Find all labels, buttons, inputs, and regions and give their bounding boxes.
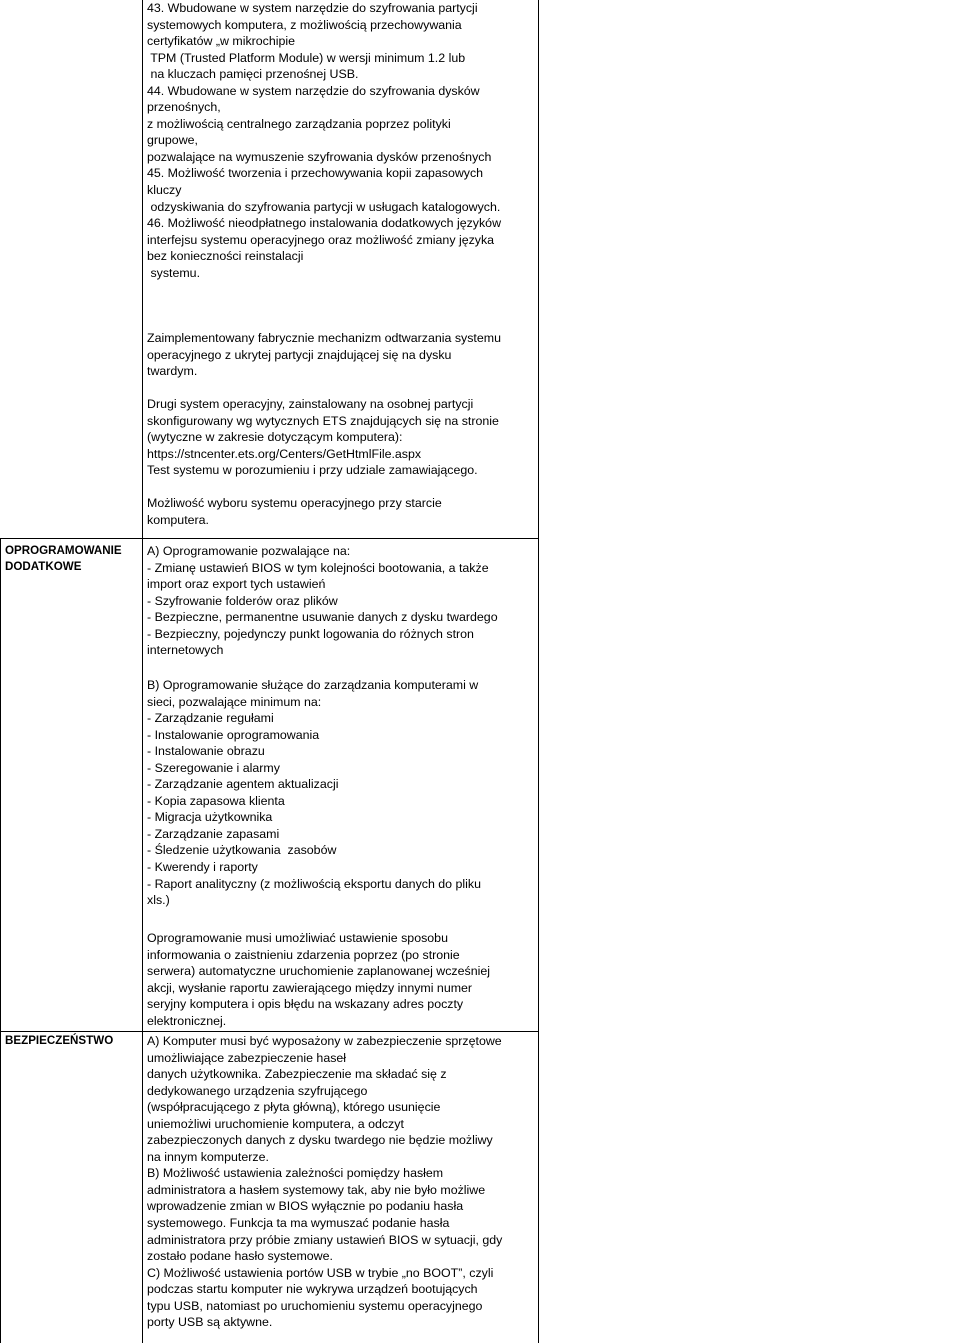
row-divider-software — [0, 538, 539, 539]
recovery-block — [147, 330, 501, 380]
text-line: informowania o zaistnieniu zdarzenia poprzez (po stronie — [147, 947, 460, 962]
text-line: https://stncenter.ets.org/Centers/GetHtmlFile.aspx — [147, 446, 422, 461]
text-line: - Kopia zapasowa klienta — [147, 793, 285, 808]
text-line: operacyjnego z ukrytej partycji znajdującej się na dysku — [147, 347, 452, 362]
os-choice-block — [147, 495, 442, 528]
text-line: systemu. — [147, 265, 201, 280]
text-line: Drugi system operacyjny, zainstalowany na osobnej partycji — [147, 397, 474, 411]
text-line: bez konieczności reinstalacji — [147, 249, 304, 264]
text-line: - Migracja użytkownika — [147, 810, 273, 825]
border-right — [538, 0, 539, 1343]
text-line: C) Możliwość ustawienia portów USB w trybie „no BOOT”, czyli — [147, 1265, 494, 1280]
text-line: na innym komputerze. — [147, 1149, 269, 1164]
text-line: odzyskiwania do szyfrowania partycji w usługach katalogowych. — [147, 199, 501, 214]
text-line: komputera. — [147, 512, 209, 527]
text-line: porty USB są aktywne. — [147, 1315, 273, 1330]
software-label — [5, 543, 122, 575]
text-line: - Bezpieczny, pojedynczy punkt logowania do różnych stron — [147, 626, 474, 641]
text-line: - Zarządzanie regułami — [147, 711, 274, 726]
text-line: systemowych komputera, z możliwością przechowywania — [147, 17, 462, 32]
text-line: TPM (Trusted Platform Module) w wersji minimum 1.2 lub — [147, 50, 466, 65]
text-line: xls.) — [147, 893, 170, 908]
text-line: wprowadzenie zmian w BIOS wyłącznie po podaniu hasła — [147, 1199, 464, 1214]
text-line: - Instalowanie obrazu — [147, 744, 265, 759]
text-line: - Szeregowanie i alarmy — [147, 760, 280, 775]
text-line: - Szyfrowanie folderów oraz plików — [147, 593, 338, 608]
text-line: 45. Możliwość tworzenia i przechowywania kopii zapasowych — [147, 166, 484, 181]
text-line: - Zarządzanie agentem aktualizacji — [147, 777, 339, 792]
text-line: serwera) automatyczne uruchomienie zaplanowanej wcześniej — [147, 964, 490, 979]
text-line: 43. Wbudowane w system narzędzie do szyfrowania partycji — [147, 1, 478, 15]
text-line: seryjny komputera i opis błędu na wskazany adres poczty — [147, 997, 464, 1012]
text-line: pozwalające na wymuszenie szyfrowania dysków przenośnych — [147, 149, 492, 164]
text-line: Oprogramowanie musi umożliwiać ustawienie sposobu — [147, 931, 448, 945]
security-label — [5, 1033, 113, 1049]
row-divider-security — [0, 1031, 539, 1032]
text-line: A) Komputer musi być wyposażony w zabezpieczenie sprzętowe — [147, 1034, 502, 1048]
text-line: skonfigurowany wg wytycznych ETS znajdujących się na stronie — [147, 413, 499, 428]
text-line: 44. Wbudowane w system narzędzie do szyfrowania dysków — [147, 83, 480, 98]
text-line: kluczy — [147, 183, 182, 198]
text-line: Zaimplementowany fabrycznie mechanizm odtwarzania systemu — [147, 331, 501, 345]
border-col-divider — [142, 0, 143, 1343]
text-line: na kluczach pamięci przenośnej USB. — [147, 67, 359, 82]
software-a-block — [147, 543, 498, 659]
text-line: zabezpieczonych danych z dysku twardego nie będzie możliwy — [147, 1133, 493, 1148]
text-line: - Raport analityczny (z możliwością eksportu danych do pliku — [147, 876, 482, 891]
text-line: - Śledzenie użytkowania zasobów — [147, 843, 337, 858]
text-line: twardym. — [147, 364, 198, 379]
software-b-block — [147, 677, 481, 909]
text-line: danych użytkownika. Zabezpieczenie ma składać się z — [147, 1067, 447, 1082]
text-line: - Instalowanie oprogramowania — [147, 727, 320, 742]
border-left-col1 — [0, 538, 1, 1343]
text-line: administratora przy próbie zmiany ustawień BIOS w sytuacji, gdy — [147, 1232, 503, 1247]
text-line: sieci, pozwalające minimum na: — [147, 694, 322, 709]
text-line: - Zmianę ustawień BIOS w tym kolejności bootowania, a także — [147, 560, 489, 575]
text-line: 46. Możliwość nieodpłatnego instalowania dodatkowych języków — [147, 216, 502, 231]
text-line: systemowego. Funkcja ta ma wymuszać podanie hasła — [147, 1216, 450, 1231]
text-line: internetowych — [147, 643, 224, 658]
text-line: umożliwiające zabezpieczenie haseł — [147, 1050, 347, 1065]
text-line: przenośnych, — [147, 100, 221, 115]
second-os-block — [147, 396, 499, 479]
text-line: typu USB, natomiast po uruchomieniu systemu operacyjnego — [147, 1298, 483, 1313]
text-line: OPROGRAMOWANIE — [5, 544, 122, 557]
text-line: certyfikatów „w mikrochipie — [147, 34, 296, 49]
security-block — [147, 1033, 502, 1331]
text-line: Możliwość wyboru systemu operacyjnego przy starcie — [147, 496, 442, 510]
text-line: - Bezpieczne, permanentne usuwanie danych z dysku twardego — [147, 610, 498, 625]
text-line: A) Oprogramowanie pozwalające na: — [147, 544, 351, 558]
text-line: (współpracującego z płyta główną), którego usunięcie — [147, 1100, 441, 1115]
text-line: akcji, wysłanie raportu zawierającego między innymi numer — [147, 980, 473, 995]
text-line: interfejsu systemu operacyjnego oraz możliwość zmiany języka — [147, 232, 495, 247]
text-line: DODATKOWE — [5, 560, 82, 573]
text-line: BEZPIECZEŃSTWO — [5, 1034, 114, 1047]
text-line: B) Możliwość ustawienia zależności pomiędzy hasłem — [147, 1166, 444, 1181]
text-line: uniemożliwi uruchomienie komputera, a odczyt — [147, 1116, 404, 1131]
text-line: podczas startu komputer nie wykrywa urządzeń bootujących — [147, 1282, 478, 1297]
text-line: elektronicznej. — [147, 1013, 227, 1028]
text-line: zostało podane hasło systemowe. — [147, 1249, 333, 1264]
text-line: B) Oprogramowanie służące do zarządzania komputerami w — [147, 678, 479, 692]
text-line: dedykowanego urządzenia szyfrującego — [147, 1083, 368, 1098]
top-block — [147, 0, 501, 281]
text-line: - Zarządzanie zapasami — [147, 826, 280, 841]
text-line: z możliwością centralnego zarządzania poprzez polityki — [147, 116, 451, 131]
text-line: Test systemu w porozumieniu i przy udziale zamawiającego. — [147, 463, 478, 478]
text-line: administratora a hasłem systemowy tak, aby nie było możliwe — [147, 1182, 486, 1197]
text-line: - Kwerendy i raporty — [147, 860, 258, 875]
text-line: (wytyczne w zakresie dotyczącym komputera): — [147, 430, 403, 445]
text-line: grupowe, — [147, 133, 198, 148]
text-line: import oraz export tych ustawień — [147, 577, 326, 592]
software-c-block — [147, 930, 490, 1029]
